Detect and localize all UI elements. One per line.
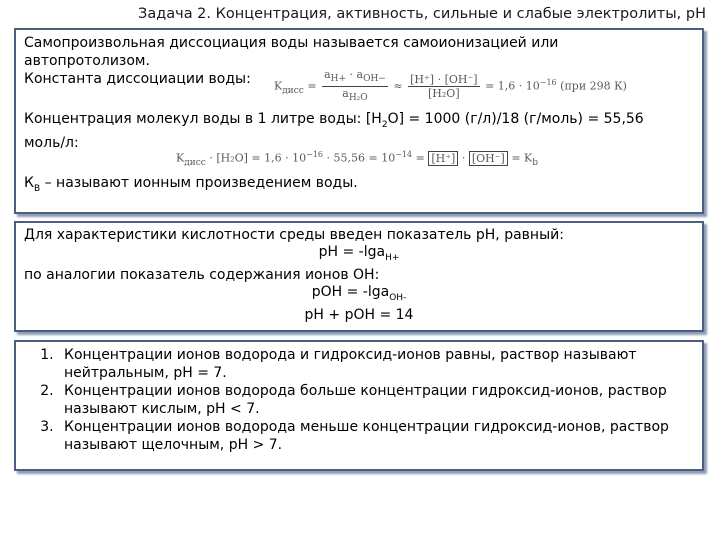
text-line: $К_В$ – называют ионным произведением воды. (24, 174, 358, 194)
ionic-product-formula: $K_{дисс} \cdot [H_2O] = 1,6 \cdot 10^{-16} \cdot 55,56 = 10^{-14} = [H^+] \cdot [OH^-] = K_b$ (176, 150, 539, 168)
slide-title: Задача 2. Концентрация, активность, сильные и слабые электролиты, pH (138, 6, 706, 22)
solution-types-box (14, 340, 704, 471)
list-item: 1. Концентрации ионов водорода и гидроксид-ионов равны, раствор называют нейтральным, рН = 7. (58, 346, 694, 382)
text-line: по аналогии показатель содержания ионов ОН: (24, 266, 380, 283)
list-item: 2. Концентрации ионов водорода больше концентрации гидроксид-ионов, раствор называют кислым, рН < 7. (58, 382, 694, 418)
list-item: 3. Концентрации ионов водорода меньше концентрации гидроксид-ионов, раствор называют щелочным, рН > 7. (58, 418, 694, 454)
ph-definition-box (14, 221, 704, 332)
dissociation-constant-formula: $K_{дисс}$ = $\frac{a_{H+} \cdot a_{OH-}}{a_{H_2O}}$ ≈ $\frac{[H^+] \cdot [OH^-]}{\text{[H₂O]}}$ = $1,6 \cdot 10^{-16}$ (при 298 К) (274, 68, 627, 104)
definition-box (14, 28, 704, 214)
activity-fraction: $\frac{a_{H+} \cdot a_{OH-}}{a_{H_2O}}$ (324, 68, 386, 104)
text-line: Концентрация молекул воды в 1 литре воды: $[Н_2О] = 1000$ (г/л)/18 (г/моль) = 55,56 (24, 111, 644, 130)
concentration-fraction: $\frac{[H^+] \cdot [OH^-]}{\text{[H₂O]}}$ (410, 73, 478, 101)
text-line: Самопроизвольная диссоциация воды называется самоионизацией или (24, 35, 559, 51)
solution-types-list (24, 346, 694, 454)
constant-label: Константа диссоциации воды: (24, 71, 251, 87)
ph-formula: pH = -lga$_{H+}$ (318, 244, 400, 263)
text-line: автопротолизом. (24, 53, 150, 69)
text-line: Для характеристики кислотности среды введен показатель рН, равный: (24, 227, 564, 243)
text-line: моль/л: (24, 134, 79, 151)
ph-sum-formula: pH + pOH = 14 (304, 306, 414, 323)
poh-formula: pOH = -lga$_{OH-}$ (311, 283, 407, 303)
